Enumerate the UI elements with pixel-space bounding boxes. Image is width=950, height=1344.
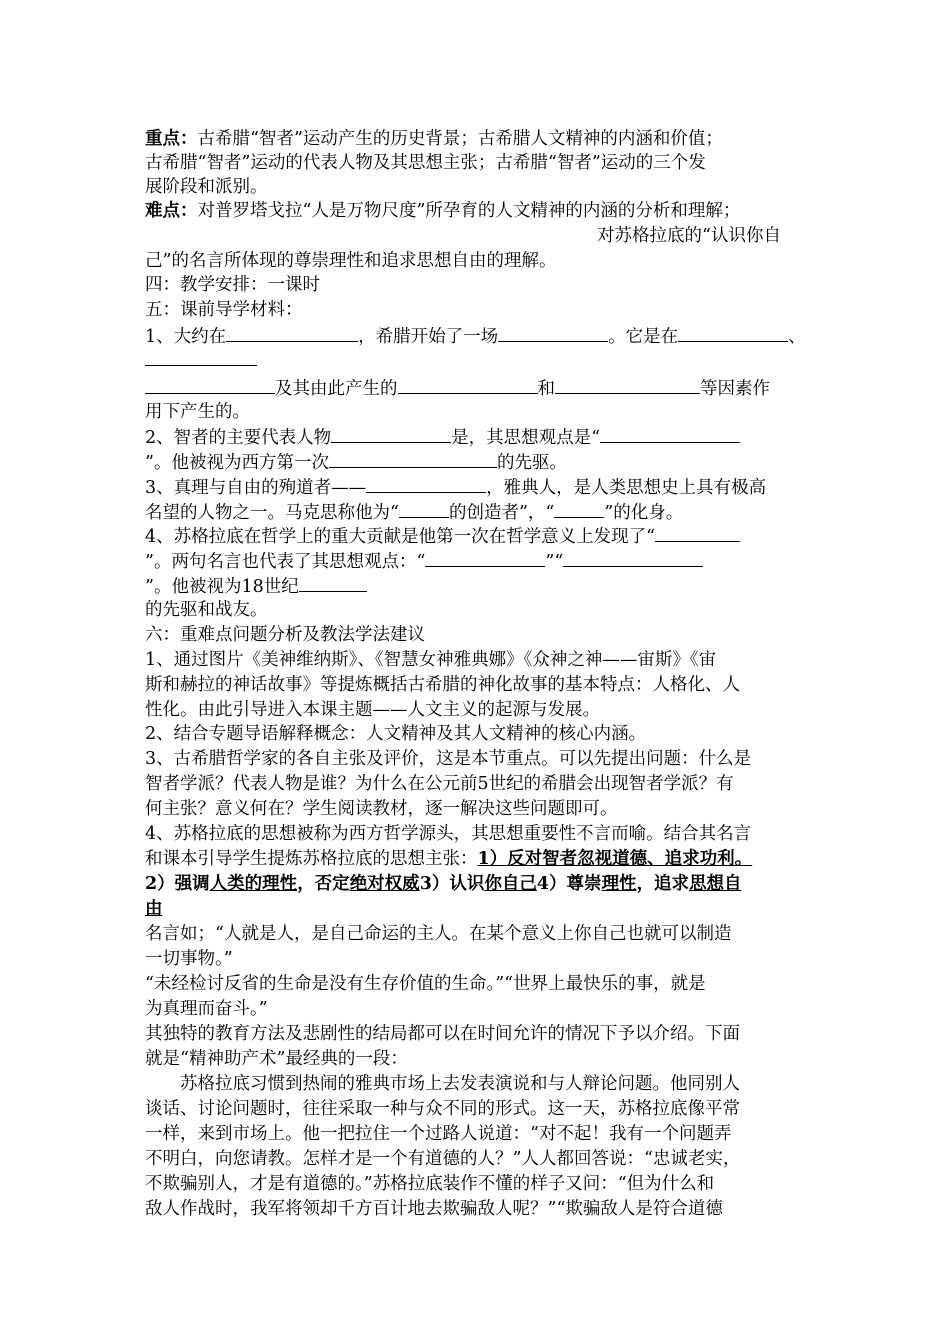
fill-blank[interactable] <box>678 324 788 342</box>
story-line-1: 苏格拉底习惯到热闹的雅典市场上去发表演说和与人辩论问题。他同别人 <box>180 1074 740 1094</box>
paragraph-1-line-3: 性化。由此引导进入本课主题——人文主义的起源与发展。 <box>145 700 600 720</box>
question-3-line-2: 名望的人物之一。马克思称他为“ 的创造者”，“ ”的化身。 <box>145 500 683 524</box>
fill-blank[interactable] <box>555 376 700 394</box>
question-1-line-2 <box>145 348 257 372</box>
story-line-4: 不明白，向您请教。怎样才是一个有道德的人？”人人都回答说：“忠诚老实， <box>145 1149 741 1169</box>
key-points-line-3: 展阶段和派别。 <box>145 177 268 197</box>
intro-line-1: 其独特的教育方法及悲剧性的结局都可以在时间允许的情况下予以介绍。下面 <box>145 1024 740 1044</box>
paragraph-4-line-1: 4、苏格拉底的思想被称为西方哲学源头，其思想重要性不言而喻。结合其名言 <box>145 824 752 844</box>
fill-blank[interactable] <box>145 376 275 394</box>
fill-blank[interactable] <box>366 475 486 493</box>
story-line-2: 谈话、讨论问题时，往往采取一种与众不同的形式。这一天，苏格拉底像平常 <box>145 1099 740 1119</box>
quotes-line-3: “未经检讨反省的生命是没有生存价值的生命。”“世界上最快乐的事，就是 <box>145 974 706 994</box>
fill-blank[interactable] <box>145 348 257 366</box>
difficult-points-line-2: 对苏格拉底的“认识你自 <box>597 226 781 246</box>
section-5-heading: 五：课前导学材料： <box>145 300 303 320</box>
fill-blank[interactable] <box>600 425 740 443</box>
question-4-line-4: 的先驱和战友。 <box>145 600 268 620</box>
story-line-6: 敌人作战时，我军将领却千方百计地去欺骗敌人呢？”“欺骗敌人是符合道德 <box>145 1199 723 1219</box>
fill-blank[interactable] <box>425 549 545 567</box>
question-2-line-1: 2、智者的主要代表人物 是，其思想观点是“ <box>145 425 740 449</box>
section-6-heading: 六：重难点问题分析及教法学法建议 <box>145 625 425 645</box>
paragraph-4-line-2: 和课本引导学生提炼苏格拉底的思想主张：1）反对智者忽视道德、追求功利。 <box>145 849 753 869</box>
paragraph-4-line-3: 2）强调人类的理性，否定绝对权威3）认识你自己4）尊崇理性，追求思想自 <box>145 874 742 894</box>
question-1-line-4: 用下产生的。 <box>145 402 250 422</box>
fill-blank[interactable] <box>398 376 538 394</box>
question-1-line-3: 及其由此产生的 和 等因素作 <box>145 376 770 400</box>
paragraph-3-line-2: 智者学派？代表人物是谁？为什么在公元前5世纪的希腊会出现智者学派？有 <box>145 774 734 794</box>
question-1-line-1: 1、大约在 ，希腊开始了一场 。它是在 、 <box>145 324 806 348</box>
socrates-point-1: 1）反对智者忽视道德、追求功利。 <box>477 849 753 869</box>
story-line-3: 一样，来到市场上。他一把拉住一个过路人说道：“对不起！我有一个问题弄 <box>145 1124 732 1144</box>
quotes-line-1: 名言如；“人就是人，是自己命运的主人。在某个意义上你自己也就可以制造 <box>145 924 732 944</box>
paragraph-1-line-1: 1、通过图片《美神维纳斯》、《智慧女神雅典娜》《众神之神——宙斯》《宙 <box>145 650 717 670</box>
fill-blank[interactable] <box>498 324 608 342</box>
key-points-label: 重点： <box>145 129 198 149</box>
fill-blank[interactable] <box>331 425 451 443</box>
fill-blank[interactable] <box>226 324 358 342</box>
paragraph-3-line-3: 何主张？意义何在？学生阅读教材，逐一解决这些问题即可。 <box>145 799 618 819</box>
fill-blank[interactable] <box>299 574 367 592</box>
fill-blank[interactable] <box>399 500 449 518</box>
story-line-5: 不欺骗别人，才是有道德的。”苏格拉底装作不懂的样子又问：“但为什么和 <box>145 1174 715 1194</box>
difficult-points-label: 难点： <box>145 201 198 221</box>
key-points-line-2: 古希腊“智者”运动的代表人物及其思想主张；古希腊“智者”运动的三个发 <box>145 153 706 173</box>
question-4-line-2: ”。两句名言也代表了其思想观点：“ ”“ <box>145 549 703 573</box>
question-4-line-1: 4、苏格拉底在哲学上的重大贡献是他第一次在哲学意义上发现了“ <box>145 524 740 548</box>
fill-blank[interactable] <box>655 524 740 542</box>
key-points-line-1: 重点：古希腊“智者”运动产生的历史背景；古希腊人文精神的内涵和价值； <box>145 129 723 149</box>
fill-blank[interactable] <box>329 450 497 468</box>
fill-blank[interactable] <box>563 549 703 567</box>
difficult-points-line-1: 难点：对普罗塔戈拉“人是万物尺度”所孕育的人文精神的内涵的分析和理解； <box>145 201 741 221</box>
difficult-points-line-3: 己”的名言所体现的尊崇理性和追求思想自由的理解。 <box>145 251 557 271</box>
quotes-line-4: 为真理而奋斗。” <box>145 999 268 1019</box>
section-4-heading: 四：教学安排：一课时 <box>145 275 320 295</box>
paragraph-1-line-2: 斯和赫拉的神话故事》等提炼概括古希腊的神化故事的基本特点：人格化、人 <box>145 675 740 695</box>
quotes-line-2: 一切事物。” <box>145 949 233 969</box>
fill-blank[interactable] <box>554 500 604 518</box>
intro-line-2: 就是“精神助产术”最经典的一段： <box>145 1049 408 1069</box>
question-2-line-2: ”。他被视为西方第一次 的先驱。 <box>145 450 567 474</box>
paragraph-4-line-4: 由 <box>145 899 163 919</box>
question-4-line-3: ”。他被视为18世纪 <box>145 574 367 598</box>
question-3-line-1: 3、真理与自由的殉道者—— ，雅典人，是人类思想史上具有极高 <box>145 475 766 499</box>
paragraph-3-line-1: 3、古希腊哲学家的各自主张及评价，这是本节重点。可以先提出问题：什么是 <box>145 749 752 769</box>
paragraph-2: 2、结合专题导语解释概念：人文精神及其人文精神的核心内涵。 <box>145 724 647 744</box>
